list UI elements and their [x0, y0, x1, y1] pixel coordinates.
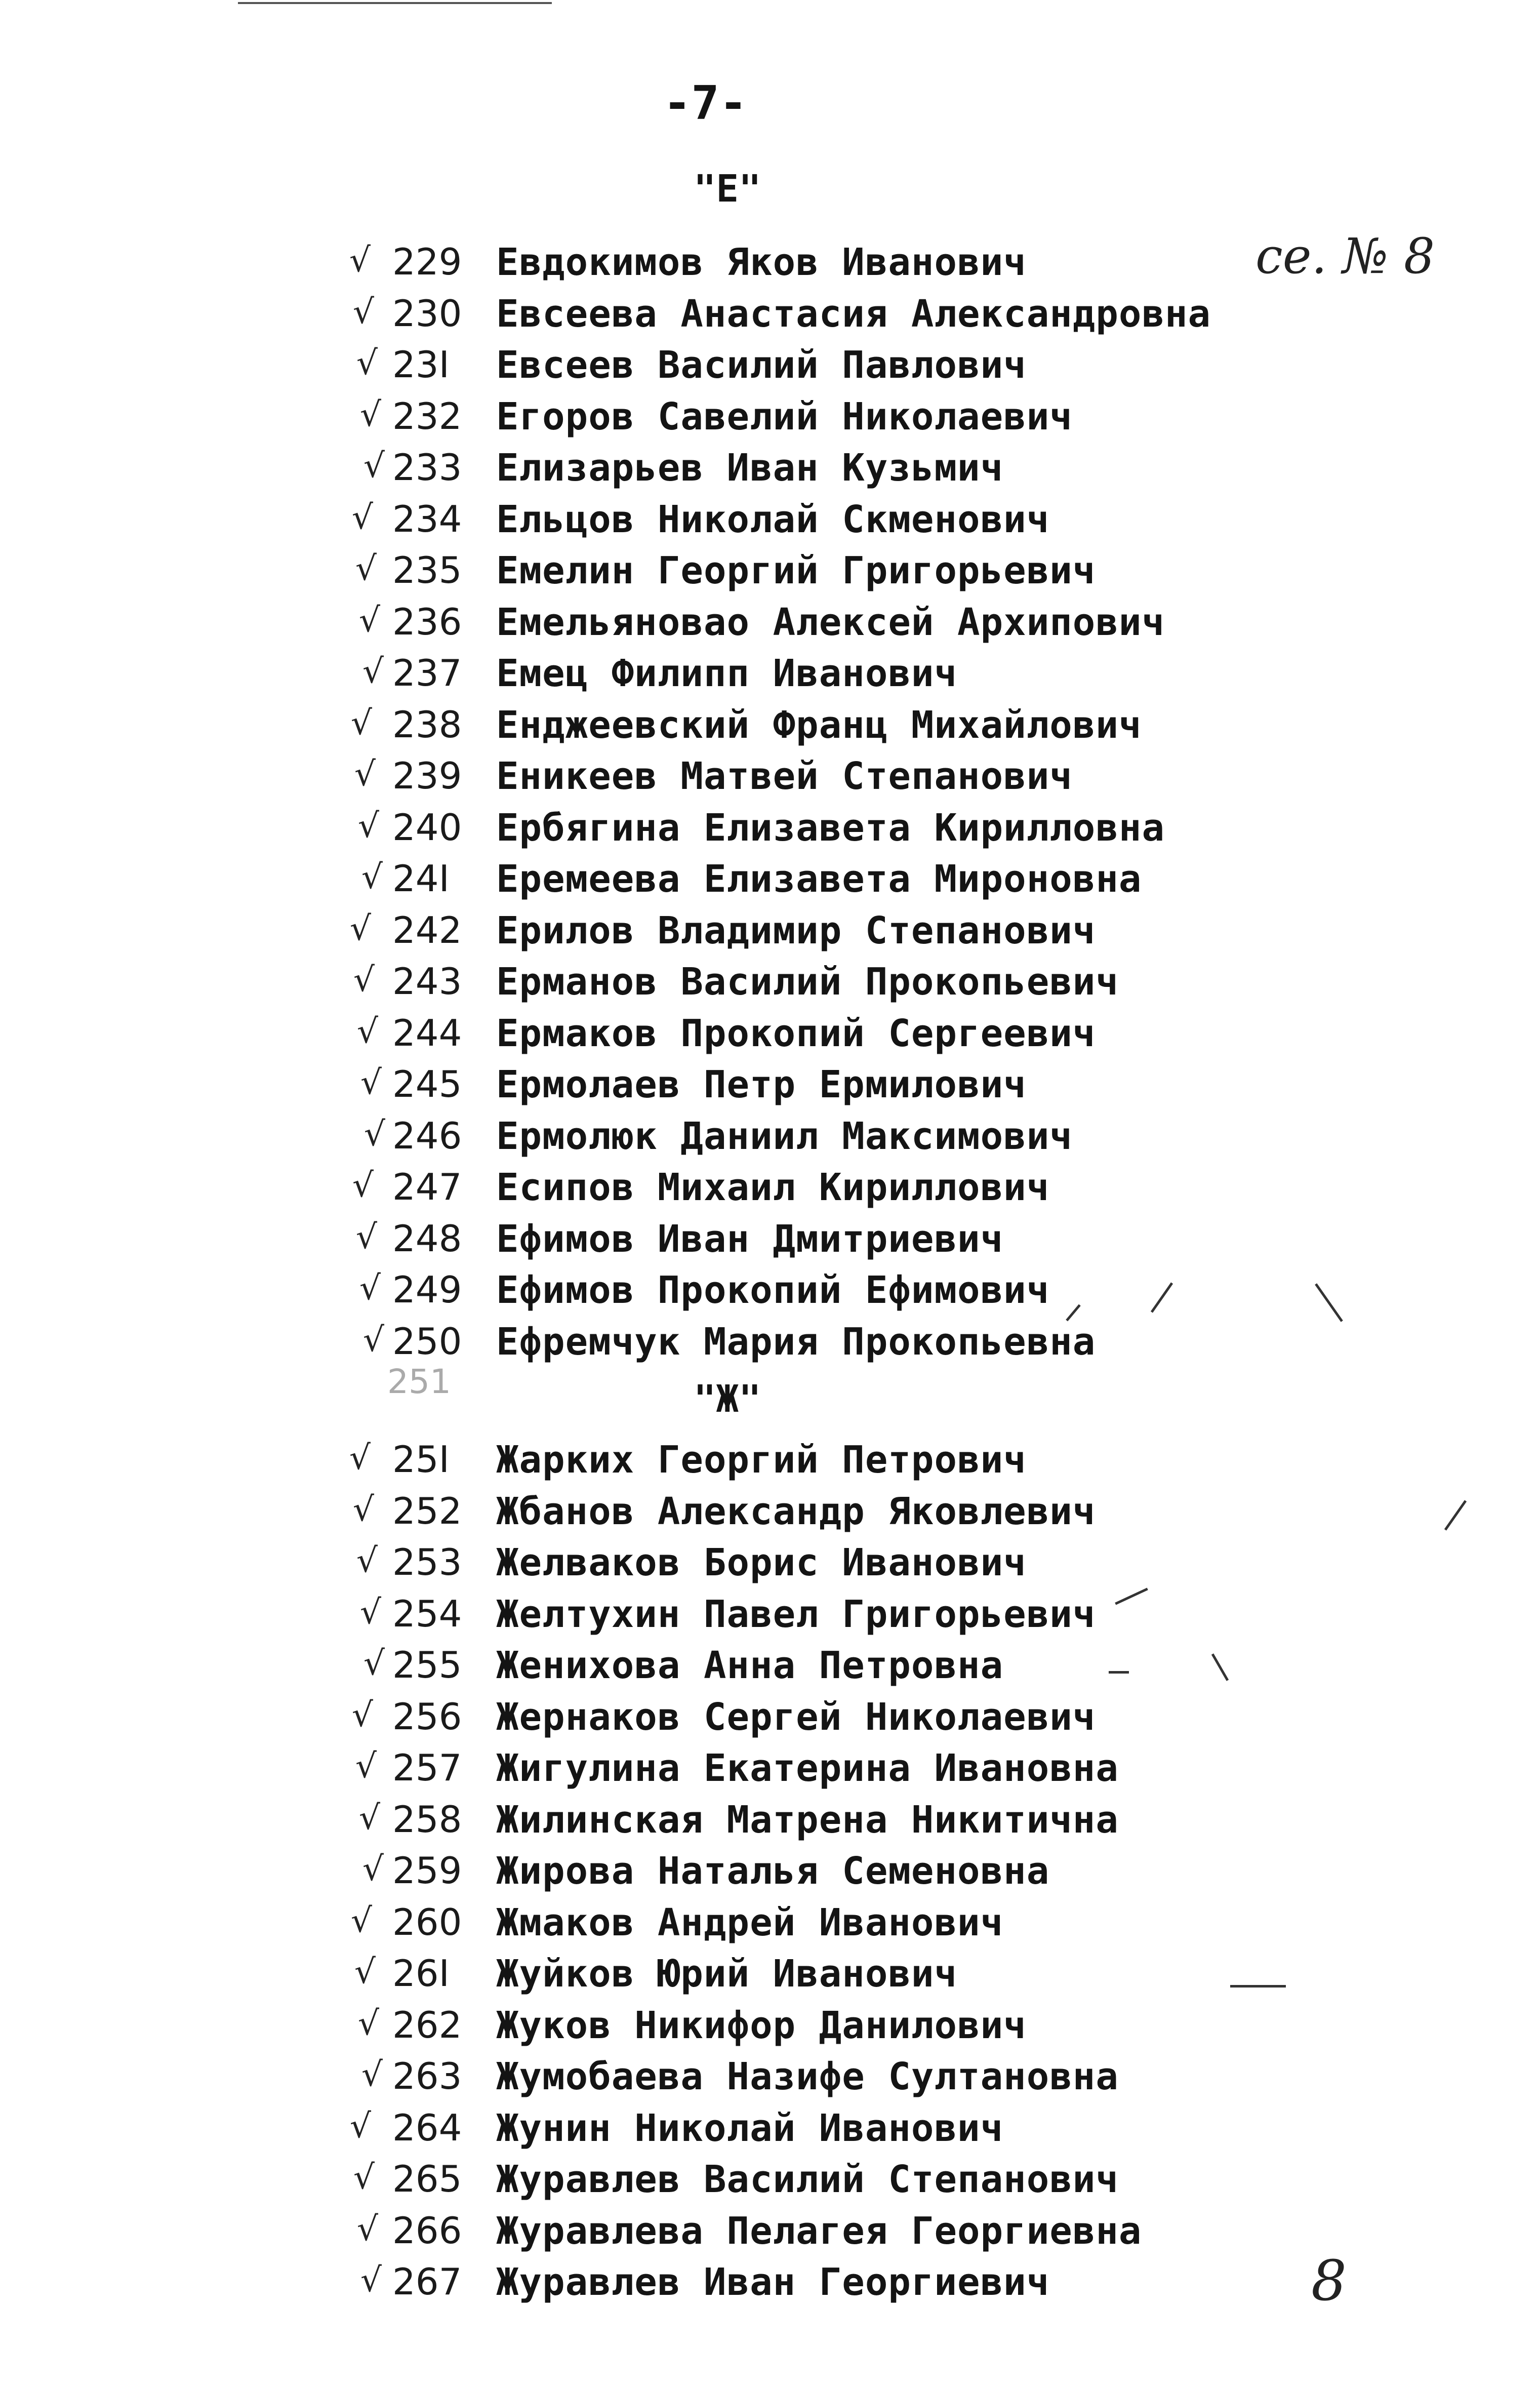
list-item	[0, 1217, 1540, 1268]
entry-number: 249	[392, 1268, 462, 1311]
entry-number: 266	[392, 2209, 462, 2252]
list-item	[0, 652, 1540, 702]
list-item	[0, 2106, 1540, 2157]
check-mark: √	[360, 1063, 382, 1102]
entry-number: 262	[392, 2003, 462, 2046]
list-item	[0, 1166, 1540, 1216]
check-mark: √	[358, 2003, 380, 2043]
entry-number: 237	[392, 652, 462, 694]
check-mark: √	[350, 2106, 372, 2145]
entry-number: 230	[392, 292, 462, 335]
entry-name: Ельцов Николай Скменович	[496, 497, 1050, 541]
entry-number: 255	[392, 1644, 462, 1686]
list-item	[0, 2209, 1540, 2260]
entry-name: Емелин Георгий Григорьевич	[496, 549, 1096, 592]
entry-number: 260	[392, 1900, 462, 1943]
list-item	[0, 343, 1540, 394]
entry-number: 248	[392, 1217, 462, 1260]
list-item	[0, 1849, 1540, 1900]
list-item	[0, 1901, 1540, 1952]
check-mark: √	[357, 2209, 379, 2248]
entry-name: Желтухин Павел Григорьевич	[496, 1592, 1096, 1636]
list-item	[0, 754, 1540, 805]
list-item	[0, 1952, 1540, 2003]
section-header-zh: "Ж"	[694, 1377, 761, 1421]
list-item	[0, 1644, 1540, 1694]
check-mark: √	[362, 652, 384, 691]
entry-number: 267	[392, 2260, 462, 2303]
check-mark: √	[353, 2158, 375, 2197]
entry-number: 246	[392, 1114, 462, 1157]
check-mark: √	[362, 1849, 384, 1888]
check-mark: √	[360, 394, 382, 434]
list-item	[0, 960, 1540, 1011]
list-item	[0, 446, 1540, 497]
list-item	[0, 1115, 1540, 1165]
check-mark: √	[358, 806, 380, 845]
entry-number: 247	[392, 1166, 462, 1208]
entry-number: 250	[392, 1320, 462, 1363]
entry-name: Журавлев Василий Степанович	[496, 2158, 1119, 2201]
list-item	[0, 806, 1540, 857]
entry-number: 238	[392, 703, 462, 746]
entry-number: 257	[392, 1746, 462, 1789]
entry-name: Ефимов Прокопий Ефимович	[496, 1268, 1050, 1312]
check-mark: √	[364, 1114, 386, 1154]
entry-number: 265	[392, 2158, 462, 2200]
check-mark: √	[356, 343, 378, 382]
list-item	[0, 395, 1540, 446]
entry-name: Евдокимов Яков Иванович	[496, 241, 1027, 284]
check-mark: √	[352, 497, 374, 537]
list-item	[0, 1012, 1540, 1062]
list-item	[0, 1320, 1540, 1371]
corner-mark: 8	[1311, 2248, 1347, 2313]
check-mark: √	[352, 1166, 374, 1205]
entry-number: 242	[392, 908, 462, 951]
entry-number: 23I	[392, 343, 450, 386]
entry-number: 245	[392, 1063, 462, 1105]
entry-number: 26I	[392, 1952, 450, 1995]
check-mark: √	[349, 241, 371, 280]
entry-number: 235	[392, 549, 462, 591]
entry-name: Енджеевский Франц Михайлович	[496, 703, 1142, 747]
entry-number: 253	[392, 1541, 462, 1583]
list-item	[0, 292, 1540, 343]
check-mark: √	[351, 1900, 373, 1940]
list-item	[0, 1798, 1540, 1849]
check-mark: √	[353, 1489, 375, 1529]
entry-number: 258	[392, 1798, 462, 1841]
entry-name: Ермаков Прокопий Сергеевич	[496, 1011, 1096, 1055]
check-mark: √	[351, 703, 373, 742]
stray-mark	[1109, 1671, 1129, 1674]
entry-name: Есипов Михаил Кириллович	[496, 1166, 1050, 1209]
check-mark: √	[356, 1217, 378, 1256]
list-item	[0, 498, 1540, 548]
entry-name: Женихова Анна Петровна	[496, 1644, 1004, 1687]
list-item	[0, 1541, 1540, 1592]
list-item	[0, 1746, 1540, 1797]
entry-name: Журавлев Иван Георгиевич	[496, 2260, 1050, 2304]
entry-name: Евсеев Василий Павлович	[496, 343, 1027, 387]
entry-name: Жунин Николай Иванович	[496, 2106, 1004, 2150]
entry-name: Емец Филипп Иванович	[496, 652, 958, 695]
entry-number: 243	[392, 960, 462, 1003]
check-mark: √	[359, 1798, 381, 1837]
list-item	[0, 601, 1540, 651]
entry-number: 244	[392, 1011, 462, 1054]
check-mark: √	[360, 1592, 382, 1632]
entry-name: Жирова Наталья Семеновна	[496, 1849, 1050, 1893]
check-mark: √	[363, 1320, 385, 1359]
check-mark: √	[356, 1541, 378, 1580]
entry-name: Ермолюк Даниил Максимович	[496, 1114, 1073, 1158]
entry-name: Жигулина Екатерина Ивановна	[496, 1746, 1119, 1790]
list-item	[0, 2004, 1540, 2054]
faded-number: 251	[387, 1362, 451, 1401]
entry-name: Евсеева Анастасия Александровна	[496, 292, 1211, 336]
list-item	[0, 2158, 1540, 2208]
entry-number: 239	[392, 754, 462, 797]
entry-number: 236	[392, 600, 462, 643]
list-item	[0, 1490, 1540, 1540]
top-rule	[238, 2, 552, 4]
check-mark: √	[352, 1695, 374, 1734]
entry-name: Елизарьев Иван Кузьмич	[496, 446, 1004, 490]
check-mark: √	[355, 1746, 377, 1785]
entry-name: Егоров Савелий Николаевич	[496, 394, 1073, 439]
entry-name: Еремеева Елизавета Мироновна	[496, 857, 1142, 901]
list-item	[0, 703, 1540, 754]
check-mark: √	[360, 2260, 382, 2299]
entry-name: Жарких Георгий Петрович	[496, 1438, 1027, 1482]
entry-name: Ерилов Владимир Степанович	[496, 908, 1096, 952]
entry-name: Емельяновао Алексей Архипович	[496, 600, 1165, 644]
entry-name: Жуков Никифор Данилович	[496, 2003, 1027, 2047]
entry-number: 232	[392, 394, 462, 438]
entry-number: 240	[392, 806, 462, 849]
entry-name: Ерманов Василий Прокопьевич	[496, 960, 1119, 1004]
entry-name: Журавлева Пелагея Георгиевна	[496, 2209, 1142, 2253]
archive-mark: се. № 8	[1255, 228, 1435, 285]
list-item	[0, 1695, 1540, 1746]
entry-number: 263	[392, 2055, 462, 2097]
check-mark: √	[350, 908, 372, 948]
entry-name: Жернаков Сергей Николаевич	[496, 1695, 1096, 1739]
entry-name: Ефремчук Мария Прокопьевна	[496, 1320, 1096, 1364]
entry-name: Жилинская Матрена Никитична	[496, 1798, 1119, 1842]
list-item	[0, 2260, 1540, 2311]
entry-number: 233	[392, 446, 462, 489]
check-mark: √	[361, 2055, 383, 2094]
list-item	[0, 241, 1540, 291]
entry-name: Жумобаева Назифе Султановна	[496, 2055, 1119, 2098]
list-item	[0, 1063, 1540, 1114]
entry-number: 24I	[392, 857, 450, 900]
check-mark: √	[354, 1952, 376, 1991]
check-mark: √	[354, 754, 376, 793]
check-mark: √	[359, 600, 381, 640]
list-item	[0, 909, 1540, 960]
entry-name: Ербягина Елизавета Кирилловна	[496, 806, 1165, 850]
list-item	[0, 1268, 1540, 1319]
entry-number: 256	[392, 1695, 462, 1738]
entry-number: 229	[392, 241, 462, 283]
list-item	[0, 2055, 1540, 2105]
section-header-e: "Е"	[694, 167, 761, 211]
list-item	[0, 1593, 1540, 1643]
check-mark: √	[361, 857, 383, 896]
entry-name: Ефимов Иван Дмитриевич	[496, 1217, 1004, 1261]
entry-number: 252	[392, 1489, 462, 1532]
check-mark: √	[357, 1011, 379, 1051]
check-mark: √	[359, 1268, 381, 1307]
page-number: -7-	[663, 76, 748, 130]
list-item	[0, 857, 1540, 908]
check-mark: √	[363, 446, 385, 485]
entry-number: 254	[392, 1592, 462, 1635]
entry-name: Жуйков Юрий Иванович	[496, 1952, 958, 1996]
list-item	[0, 549, 1540, 600]
entry-number: 259	[392, 1849, 462, 1892]
list-item	[0, 1438, 1540, 1489]
check-mark: √	[349, 1438, 371, 1477]
entry-name: Жбанов Александр Яковлевич	[496, 1489, 1096, 1533]
entry-number: 25I	[392, 1438, 450, 1481]
check-mark: √	[353, 960, 375, 999]
stray-mark	[1230, 1985, 1286, 1988]
entry-number: 264	[392, 2106, 462, 2149]
entry-name: Жмаков Андрей Иванович	[496, 1900, 1004, 1944]
check-mark: √	[353, 292, 375, 331]
check-mark: √	[355, 549, 377, 588]
entry-name: Ермолаев Петр Ермилович	[496, 1063, 1027, 1106]
entry-name: Желваков Борис Иванович	[496, 1541, 1027, 1584]
entry-number: 234	[392, 497, 462, 540]
check-mark: √	[363, 1644, 385, 1683]
entry-name: Еникеев Матвей Степанович	[496, 754, 1073, 798]
